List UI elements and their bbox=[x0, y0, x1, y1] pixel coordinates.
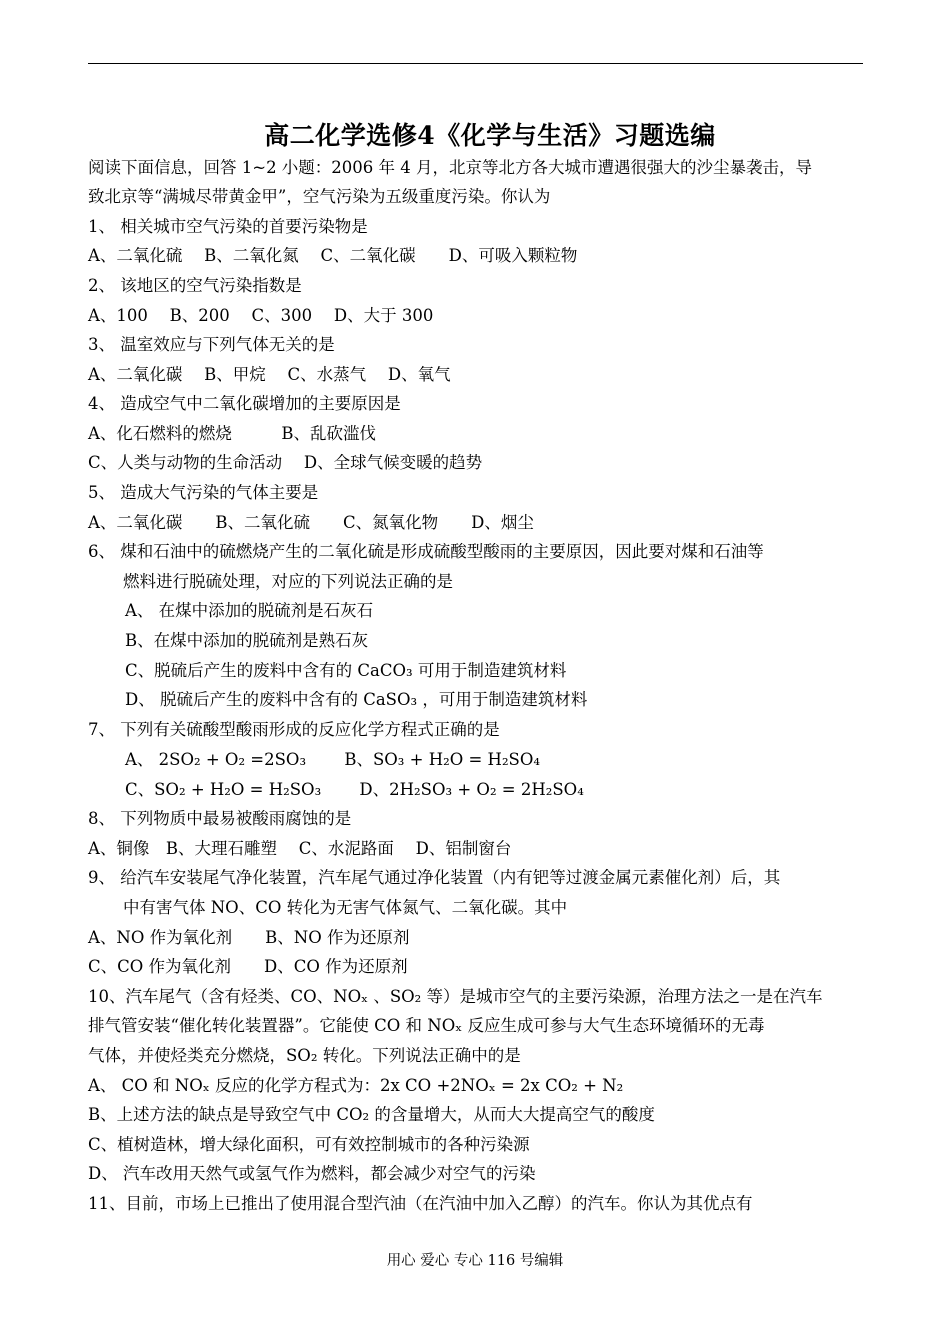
page-title: 高二化学选修4《化学与生活》习题选编 bbox=[264, 121, 716, 150]
question-10-option-c: C、植树造林，增大绿化面积，可有效控制城市的各种污染源 bbox=[88, 1135, 530, 1154]
question-4-options-2: C、人类与动物的生命活动 D、全球气候变暖的趋势 bbox=[88, 453, 483, 472]
question-10-stem-3: 气体，并使烃类充分燃烧，SO₂ 转化。下列说法正确中的是 bbox=[88, 1046, 521, 1065]
question-10-option-d: D、 汽车改用天然气或氢气作为燃料，都会减少对空气的污染 bbox=[88, 1164, 536, 1183]
question-7-options-2: C、SO₂ + H₂O = H₂SO₃ D、2H₂SO₃ + O₂ = 2H₂SO₄ bbox=[125, 780, 584, 799]
question-9-options-1: A、NO 作为氧化剂 B、NO 作为还原剂 bbox=[88, 928, 410, 947]
page-footer: 用心 爱心 专心 116 号编辑 bbox=[386, 1253, 564, 1269]
question-6-stem-1: 6、 煤和石油中的硫燃烧产生的二氧化硫是形成硫酸型酸雨的主要原因，因此要对煤和石油等 bbox=[88, 542, 764, 561]
question-7-stem: 7、 下列有关硫酸型酸雨形成的反应化学方程式正确的是 bbox=[88, 720, 500, 739]
question-4-options-1: A、化石燃料的燃烧 B、乱砍滥伐 bbox=[88, 424, 377, 443]
question-1-stem: 1、 相关城市空气污染的首要污染物是 bbox=[88, 217, 368, 236]
header-rule bbox=[88, 63, 863, 64]
question-10-option-a: A、 CO 和 NOₓ 反应的化学方程式为：2x CO +2NOₓ = 2x CO₂ + N₂ bbox=[88, 1076, 624, 1095]
question-5-options: A、二氧化碳 B、二氧化硫 C、氮氧化物 D、烟尘 bbox=[88, 513, 534, 532]
question-1-options: A、二氧化硫 B、二氧化氮 C、二氧化碳 D、可吸入颗粒物 bbox=[88, 246, 578, 265]
question-6-option-a: A、 在煤中添加的脱硫剂是石灰石 bbox=[125, 601, 374, 620]
question-8-stem: 8、 下列物质中最易被酸雨腐蚀的是 bbox=[88, 809, 352, 828]
question-2-stem: 2、 该地区的空气污染指数是 bbox=[88, 276, 302, 295]
question-9-options-2: C、CO 作为氧化剂 D、CO 作为还原剂 bbox=[88, 957, 408, 976]
question-6-option-b: B、在煤中添加的脱硫剂是熟石灰 bbox=[125, 631, 369, 650]
question-10-option-b: B、上述方法的缺点是导致空气中 CO₂ 的含量增大，从而大大提高空气的酸度 bbox=[88, 1105, 655, 1124]
question-10-stem-1: 10、汽车尾气（含有烃类、CO、NOₓ 、SO₂ 等）是城市空气的主要污染源，治理方法之一是在汽车 bbox=[88, 987, 823, 1006]
question-3-options: A、二氧化碳 B、甲烷 C、水蒸气 D、氧气 bbox=[88, 365, 451, 384]
question-3-stem: 3、 温室效应与下列气体无关的是 bbox=[88, 335, 335, 354]
question-9-stem-1: 9、 给汽车安装尾气净化装置，汽车尾气通过净化装置（内有钯等过渡金属元素催化剂）后，其 bbox=[88, 868, 781, 887]
question-6-option-d: D、 脱硫后产生的废料中含有的 CaSO₃ ，可用于制造建筑材料 bbox=[125, 690, 588, 709]
question-4-stem: 4、 造成空气中二氧化碳增加的主要原因是 bbox=[88, 394, 401, 413]
intro-line-1: 阅读下面信息，回答 1~2 小题：2006 年 4 月，北京等北方各大城市遭遇很强大的沙尘暴袭击，导 bbox=[88, 158, 813, 177]
question-5-stem: 5、 造成大气污染的气体主要是 bbox=[88, 483, 319, 502]
question-7-options-1: A、 2SO₂ + O₂ =2SO₃ B、SO₃ + H₂O = H₂SO₄ bbox=[125, 750, 540, 769]
question-11-stem: 11、目前，市场上已推出了使用混合型汽油（在汽油中加入乙醇）的汽车。你认为其优点有 bbox=[88, 1194, 753, 1213]
question-6-stem-2: 燃料进行脱硫处理，对应的下列说法正确的是 bbox=[123, 572, 453, 591]
question-2-options: A、100 B、200 C、300 D、大于 300 bbox=[88, 306, 434, 325]
question-10-stem-2: 排气管安装“催化转化装置器”。它能使 CO 和 NOₓ 反应生成可参与大气生态环境循环的无毒 bbox=[88, 1016, 765, 1035]
question-9-stem-2: 中有害气体 NO、CO 转化为无害气体氮气、二氧化碳。其中 bbox=[123, 898, 568, 917]
question-6-option-c: C、脱硫后产生的废料中含有的 CaCO₃ 可用于制造建筑材料 bbox=[125, 661, 567, 680]
intro-line-2: 致北京等“满城尽带黄金甲”，空气污染为五级重度污染。你认为 bbox=[88, 187, 551, 206]
question-8-options: A、铜像 B、大理石雕塑 C、水泥路面 D、铝制窗台 bbox=[88, 839, 512, 858]
